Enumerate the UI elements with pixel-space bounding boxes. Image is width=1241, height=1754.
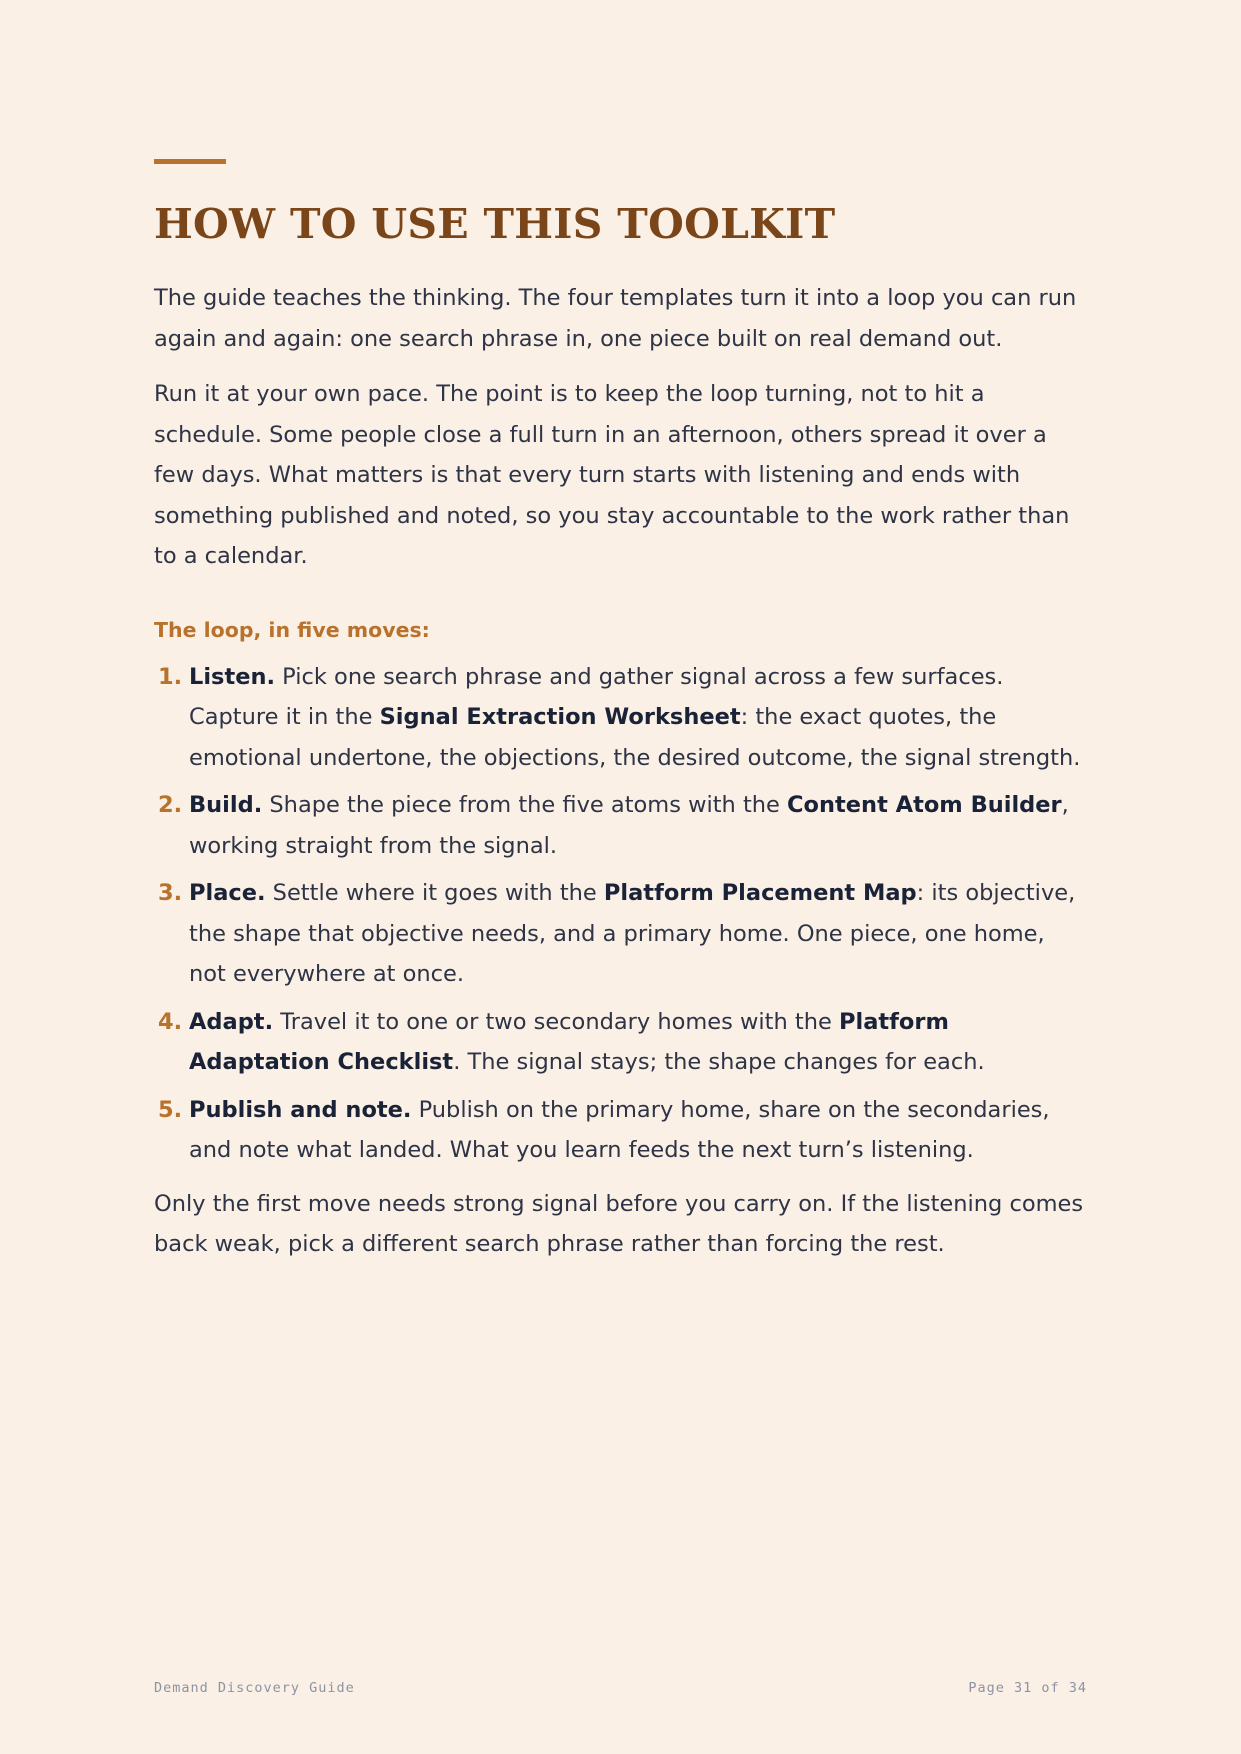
page-title: HOW TO USE THIS TOOLKIT (154, 200, 836, 248)
move-number: 5. (158, 1096, 183, 1123)
move-item (154, 785, 1088, 866)
move-text: : its objective, the shape that objective needs, and a primary home. One piece, one home, not everywhere at once. (189, 880, 1076, 987)
move-item (154, 657, 1088, 779)
footer-guide-title: Demand Discovery Guide (154, 1680, 355, 1696)
move-text: Publish on the primary home, share on the secondaries, and note what landed. What you learn feeds the next turn’s listening. (189, 1096, 1050, 1163)
intro-paragraph: The guide teaches the thinking. The four templates turn it into a loop you can run again and again: one search phrase in, one piece built on real demand out. (154, 285, 1077, 352)
closing-paragraph: Only the first move needs strong signal before you carry on. If the listening comes back weak, pick a different search phrase rather than forcing the rest. (154, 1190, 1084, 1257)
body-block (154, 278, 1088, 1265)
move-item (154, 1002, 1088, 1083)
move-lead: Build. (189, 792, 263, 818)
accent-rule (154, 159, 226, 164)
tool-name: Platform Adaptation Checklist (189, 1008, 949, 1075)
footer-page-number: Page 31 of 34 (968, 1680, 1087, 1696)
move-number: 4. (158, 1008, 183, 1035)
move-lead: Listen. (189, 663, 276, 690)
move-item (154, 1090, 1088, 1171)
move-number: 2. (158, 792, 183, 818)
loop-subheading: The loop, in five moves: (154, 617, 430, 642)
move-text: . The signal stays; the shape changes for each. (453, 1049, 985, 1075)
move-text: Travel it to one or two secondary homes with the (273, 1008, 839, 1035)
move-lead: Publish and note. (189, 1096, 412, 1123)
move-text: Settle where it goes with the (265, 880, 604, 906)
tool-name: Content Atom Builder (787, 792, 1062, 818)
move-text: : the exact quotes, the emotional undertone, the objections, the desired outcome, the signal strength. (189, 704, 1081, 771)
moves-list (154, 657, 1088, 1171)
tool-name: Platform Placement Map (603, 880, 917, 906)
move-number: 1. (158, 663, 183, 690)
move-text: Pick one search phrase and gather signal across a few surfaces. Capture it in the (189, 663, 1004, 730)
move-number: 3. (158, 880, 183, 906)
move-item (154, 873, 1088, 995)
move-text: Shape the piece from the five atoms with the (262, 792, 788, 818)
intro-paragraph: Run it at your own pace. The point is to keep the loop turning, not to hit a schedule. Some people close a full turn in an afternoon, others spread it over a few days. What matters is that every turn starts with listening and ends with something published and noted, so you stay accountable to the work rather than to a calendar. (154, 381, 1070, 569)
move-lead: Adapt. (189, 1008, 274, 1035)
tool-name: Signal Extraction Worksheet (379, 704, 741, 730)
move-lead: Place. (189, 880, 266, 906)
move-text: , working straight from the signal. (189, 792, 1069, 859)
